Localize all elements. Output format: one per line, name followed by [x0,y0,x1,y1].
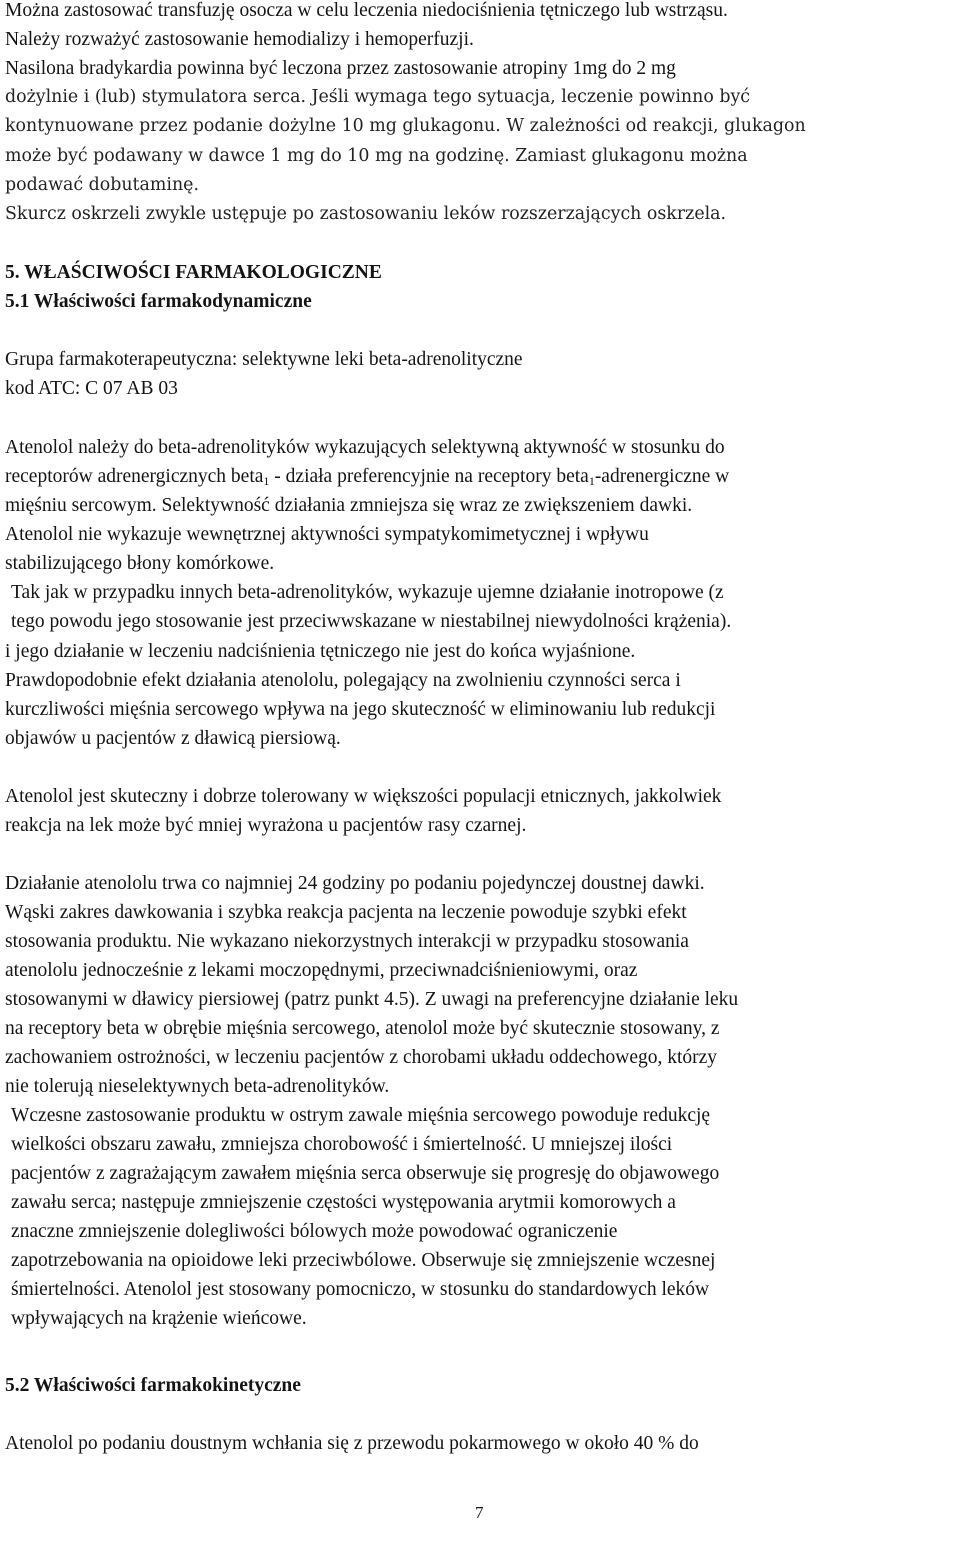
text-line: stabilizującego błony komórkowe. [5,553,275,574]
text-line: zachowaniem ostrożności, w leczeniu pacjentów z chorobami układu oddechowego, którzy [5,1047,718,1068]
subsection-heading: 5.1 Właściwości farmakodynamiczne [5,291,312,312]
text-line: Atenolol jest skuteczny i dobrze tolerowany w większości populacji etnicznych, jakkolwiek [5,786,722,807]
text-line: znaczne zmniejszenie dolegliwości bólowych może powodować ograniczenie [11,1221,618,1242]
text-line: stosowanymi w dławicy piersiowej (patrz punkt 4.5). Z uwagi na preferencyjne działanie leku [5,989,739,1010]
text-line: Tak jak w przypadku innych beta-adrenolityków, wykazuje ujemne działanie inotropowe (z [11,582,724,603]
text-line: mięśniu sercowym. Selektywność działania zmniejsza się wraz ze zwiększeniem dawki. [5,495,693,516]
text-line: Działanie atenololu trwa co najmniej 24 godziny po podaniu pojedynczej doustnej dawki. [5,873,705,894]
text-line: reakcja na lek może być mniej wyrażona u pacjentów rasy czarnej. [5,815,527,836]
text-line: nie tolerują nieselektywnych beta-adrenolityków. [5,1076,390,1097]
text-line: wpływających na krążenie wieńcowe. [11,1308,307,1329]
subsection-heading: 5.2 Właściwości farmakokinetyczne [5,1375,301,1396]
text-line: kod ATC: C 07 AB 03 [5,378,178,399]
text-line: stosowania produktu. Nie wykazano niekorzystnych interakcji w przypadku stosowania [5,931,689,952]
text-line: kontynuowane przez podanie dożylne 10 mg glukagonu. W zależności od reakcji, glukagon [5,116,806,136]
text-line: objawów u pacjentów z dławicą piersiową. [5,728,341,749]
page-number: 7 [475,1503,484,1522]
text-line: na receptory beta w obrębie mięśnia sercowego, atenolol może być skutecznie stosowany, z [5,1018,720,1039]
text-line: kurczliwości mięśnia sercowego wpływa na jego skuteczność w eliminowaniu lub redukcji [5,699,716,720]
text-line: Należy rozważyć zastosowanie hemodializy i hemoperfuzji. [5,29,474,50]
text-line: receptorów adrenergicznych beta$_1$ - działa preferencyjnie na receptory beta$_1$-adrenergiczne w [5,466,730,488]
text-line: wielkości obszaru zawału, zmniejsza chorobowość i śmiertelność. U mniejszej ilości [11,1134,673,1155]
text-line: tego powodu jego stosowanie jest przeciwwskazane w niestabilnej niewydolności krążenia). [11,611,732,632]
text-line: Atenolol po podaniu doustnym wchłania się z przewodu pokarmowego w około 40 % do [5,1433,699,1454]
text-line: Wąski zakres dawkowania i szybka reakcja pacjenta na leczenie powoduje szybki efekt [5,902,687,923]
text-line: i jego działanie w leczeniu nadciśnienia tętniczego nie jest do końca wyjaśnione. [5,641,636,662]
text-line: Atenolol nie wykazuje wewnętrznej aktywności sympatykomimetycznej i wpływu [5,524,649,545]
text-line: podawać dobutaminę. [5,175,199,195]
text-line: Skurcz oskrzeli zwykle ustępuje po zastosowaniu leków rozszerzających oskrzela. [5,204,727,224]
text-line: Nasilona bradykardia powinna być leczona przez zastosowanie atropiny 1mg do 2 mg [5,58,676,79]
text-line: Prawdopodobnie efekt działania atenololu, polegający na zwolnieniu czynności serca i [5,670,681,691]
text-line: może być podawany w dawce 1 mg do 10 mg na godzinę. Zamiast glukagonu można [5,146,748,166]
text-line: śmiertelności. Atenolol jest stosowany pomocniczo, w stosunku do standardowych leków [11,1279,710,1300]
text-line: atenololu jednocześnie z lekami moczopędnymi, przeciwnadciśnieniowymi, oraz [5,960,638,981]
text-line: zapotrzebowania na opioidowe leki przeciwbólowe. Obserwuje się zmniejszenie wczesnej [11,1250,716,1271]
text-line: pacjentów z zagrażającym zawałem mięśnia serca obserwuje się progresję do objawowego [11,1163,720,1184]
text-line: zawału serca; następuje zmniejszenie częstości występowania arytmii komorowych a [11,1192,676,1213]
text-line: Atenolol należy do beta-adrenolityków wykazujących selektywną aktywność w stosunku do [5,437,725,458]
text-line: dożylnie i (lub) stymulatora serca. Jeśli wymaga tego sytuacja, leczenie powinno być [5,87,751,107]
text-line: Można zastosować transfuzję osocza w celu leczenia niedociśnienia tętniczego lub wstrząsu. [5,0,728,21]
section-heading: 5. WŁAŚCIWOŚCI FARMAKOLOGICZNE [5,262,382,283]
text-line: Grupa farmakoterapeutyczna: selektywne leki beta-adrenolityczne [5,349,523,370]
text-line: Wczesne zastosowanie produktu w ostrym zawale mięśnia sercowego powoduje redukcję [11,1105,711,1126]
